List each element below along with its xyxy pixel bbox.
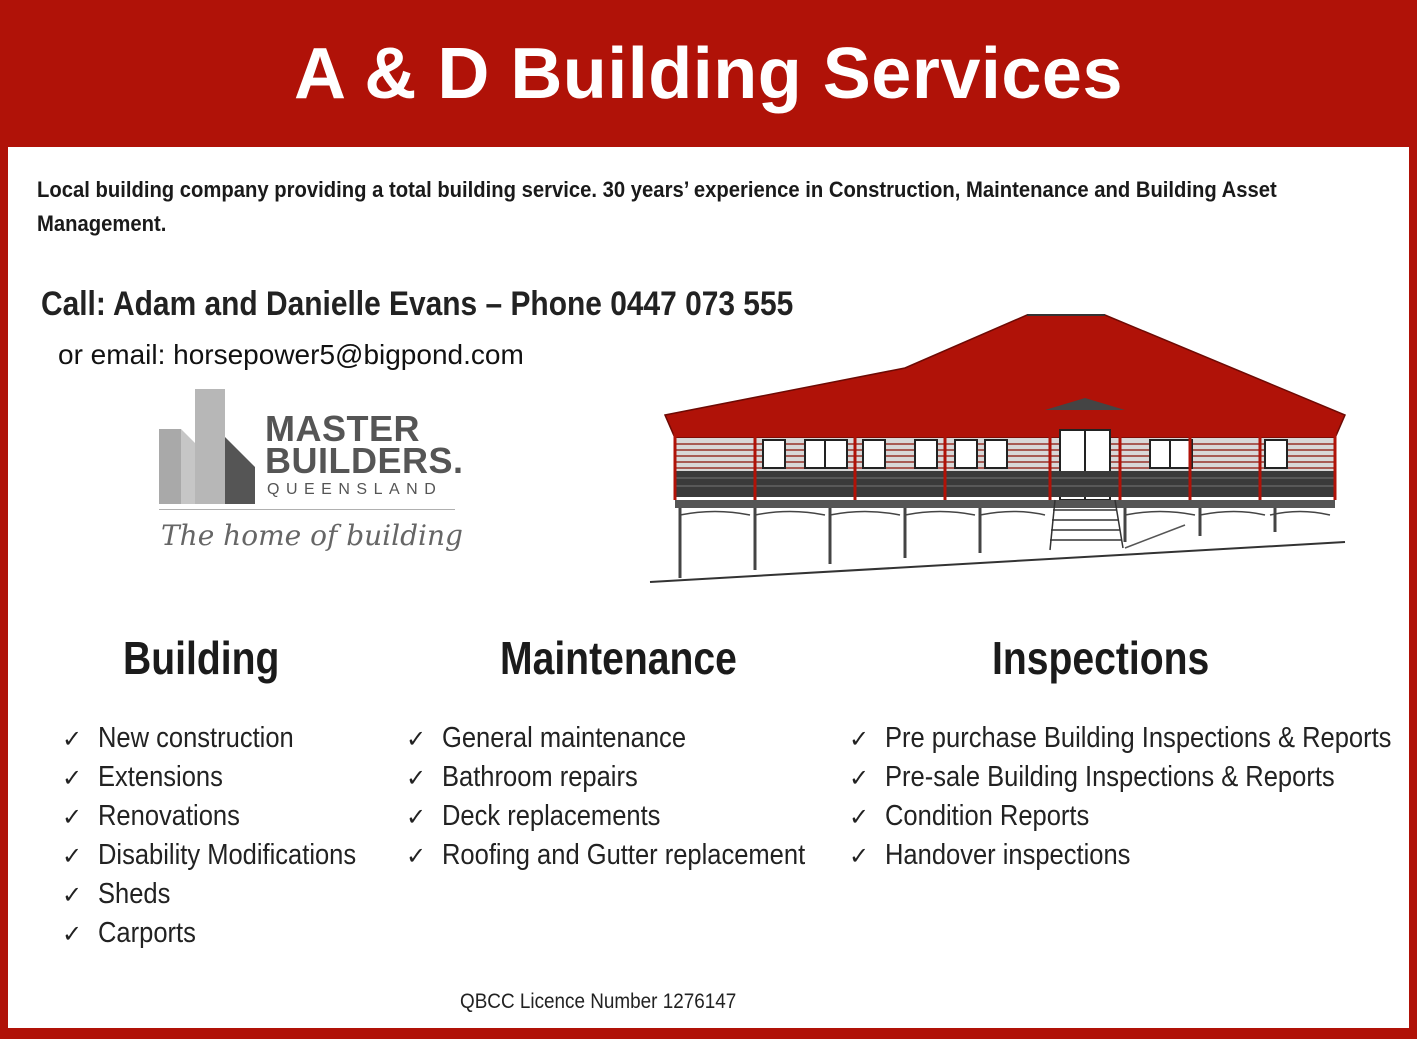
licence-number: QBCC Licence Number 1276147 — [460, 990, 737, 1013]
logo-tagline: The home of building — [161, 519, 463, 552]
heading-maintenance: Maintenance — [500, 632, 737, 684]
checkmark-icon: ✓ — [62, 843, 83, 870]
list-item: ✓ Pre-sale Building Inspections & Reports — [849, 758, 1417, 797]
checkmark-icon: ✓ — [62, 882, 83, 909]
logo-divider — [159, 509, 455, 510]
checkmark-icon: ✓ — [62, 921, 83, 948]
maintenance-list — [406, 719, 855, 875]
heading-building: Building — [123, 632, 280, 684]
checkmark-icon: ✓ — [849, 843, 870, 870]
checkmark-icon: ✓ — [849, 804, 870, 831]
building-list — [62, 719, 391, 953]
checkmark-icon: ✓ — [849, 765, 870, 792]
master-builders-logo — [155, 385, 465, 565]
list-item: ✓ Carports — [62, 914, 391, 953]
logo-region: QUEENSLAND — [267, 481, 443, 498]
list-item: ✓ New construction — [62, 719, 391, 758]
list-item: ✓ Pre purchase Building Inspections & Reports — [849, 719, 1417, 758]
master-builders-mark-icon — [159, 389, 259, 504]
checkmark-icon: ✓ — [406, 843, 427, 870]
checkmark-icon: ✓ — [62, 804, 83, 831]
checkmark-icon: ✓ — [62, 765, 83, 792]
list-item: ✓ Renovations — [62, 797, 391, 836]
list-item: ✓ Sheds — [62, 875, 391, 914]
house-icon — [645, 310, 1350, 600]
contact-phone: Call: Adam and Danielle Evans – Phone 0447 073 555 — [41, 285, 794, 323]
list-item: ✓ Deck replacements — [406, 797, 855, 836]
checkmark-icon: ✓ — [849, 726, 870, 753]
list-item: ✓ General maintenance — [406, 719, 855, 758]
checkmark-icon: ✓ — [62, 726, 83, 753]
heading-inspections: Inspections — [992, 632, 1210, 684]
checkmark-icon: ✓ — [406, 765, 427, 792]
inspections-list — [849, 719, 1417, 875]
list-item: ✓ Handover inspections — [849, 836, 1417, 875]
list-item: ✓ Roofing and Gutter replacement — [406, 836, 855, 875]
company-title: A & D Building Services — [293, 34, 1124, 114]
contact-email: or email: horsepower5@bigpond.com — [58, 339, 524, 370]
logo-name-line2: BUILDERS. — [265, 440, 464, 481]
list-item: ✓ Disability Modifications — [62, 836, 391, 875]
checkmark-icon: ✓ — [406, 726, 427, 753]
logo-name-line1: MASTER — [265, 408, 420, 449]
list-item: ✓ Condition Reports — [849, 797, 1417, 836]
checkmark-icon: ✓ — [406, 804, 427, 831]
intro-text: Local building company providing a total building service. 30 years’ experience in Construction, Maintenance and Building Asset Management. — [37, 177, 1277, 236]
list-item: ✓ Extensions — [62, 758, 391, 797]
list-item: ✓ Bathroom repairs — [406, 758, 855, 797]
